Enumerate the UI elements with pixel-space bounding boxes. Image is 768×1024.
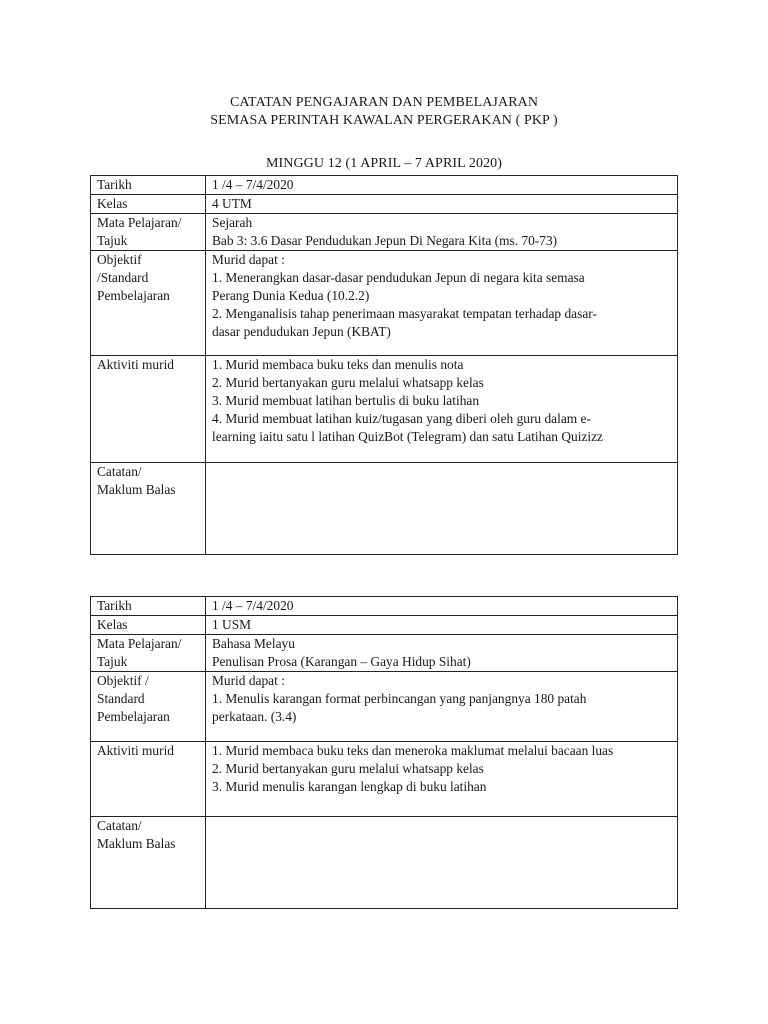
label-subject-line: Mata Pelajaran/: [97, 636, 182, 651]
label-activities: [91, 742, 206, 817]
value-objectives: [206, 672, 678, 742]
label-line: Objektif /: [97, 673, 149, 688]
week-heading: MINGGU 12 (1 APRIL – 7 APRIL 2020): [265, 156, 503, 171]
activity-line: learning iaitu satu l latihan QuizBot (Telegram) dan satu Latihan Quizizz: [212, 429, 603, 444]
row-kelas: [91, 616, 678, 635]
objective-line: dasar pendudukan Jepun (KBAT): [212, 324, 391, 339]
value-subject: [206, 635, 678, 672]
activity-line: 3. Murid menulis karangan lengkap di buku latihan: [212, 779, 487, 794]
value-notes: [206, 817, 678, 909]
objective-line: 1. Menulis karangan format perbincangan yang panjangnya 180 patah: [212, 691, 587, 706]
activity-line: 3. Murid membuat latihan bertulis di buku latihan: [212, 393, 480, 408]
label-line: Pembelajaran: [97, 709, 170, 724]
objectives-intro: Murid dapat :: [212, 252, 285, 267]
activity-line: 1. Murid membaca buku teks dan menulis nota: [212, 357, 464, 372]
lesson-table-2: [90, 596, 678, 909]
value-notes: [206, 463, 678, 555]
document-title: CATATAN PENGAJARAN DAN PEMBELAJARAN: [229, 95, 539, 110]
value-kelas: 1 USM: [206, 616, 678, 635]
label-line: Aktiviti murid: [97, 357, 174, 372]
label-line: Maklum Balas: [97, 482, 176, 497]
row-objectives: [91, 251, 678, 356]
activity-line: 2. Murid bertanyakan guru melalui whatsapp kelas: [212, 375, 484, 390]
row-tarikh: [91, 597, 678, 616]
row-notes: [91, 463, 678, 555]
label-notes: [91, 463, 206, 555]
row-activities: [91, 742, 678, 817]
label-line: Aktiviti murid: [97, 743, 174, 758]
label-line: Objektif: [97, 252, 142, 267]
activity-line: 2. Murid bertanyakan guru melalui whatsapp kelas: [212, 761, 484, 776]
label-topic-line: Tajuk: [97, 654, 128, 669]
label-subject: [91, 214, 206, 251]
label-topic-line: Tajuk: [97, 233, 128, 248]
value-activities: [206, 356, 678, 463]
value-subject: [206, 214, 678, 251]
label-subject: [91, 635, 206, 672]
row-notes: [91, 817, 678, 909]
row-activities: [91, 356, 678, 463]
row-tarikh: [91, 176, 678, 195]
value-kelas: 4 UTM: [206, 195, 678, 214]
objective-line: perkataan. (3.4): [212, 709, 297, 724]
row-objectives: [91, 672, 678, 742]
label-line: Catatan/: [97, 818, 142, 833]
label-tarikh: Tarikh: [91, 176, 206, 195]
label-line: Standard: [97, 691, 145, 706]
value-tarikh: 1 /4 – 7/4/2020: [206, 176, 678, 195]
label-kelas: Kelas: [91, 195, 206, 214]
row-subject: [91, 635, 678, 672]
objective-line: 2. Menganalisis tahap penerimaan masyarakat tempatan terhadap dasar-: [212, 306, 597, 321]
lesson-table-1: [90, 175, 678, 555]
label-tarikh: Tarikh: [91, 597, 206, 616]
label-line: Maklum Balas: [97, 836, 176, 851]
objective-line: Perang Dunia Kedua (10.2.2): [212, 288, 370, 303]
topic-name: Penulisan Prosa (Karangan – Gaya Hidup Sihat): [212, 654, 471, 669]
topic-name: Bab 3: 3.6 Dasar Pendudukan Jepun Di Negara Kita (ms. 70-73): [212, 233, 558, 248]
subject-name: Sejarah: [212, 215, 253, 230]
label-activities: [91, 356, 206, 463]
label-line: Pembelajaran: [97, 288, 170, 303]
row-subject: [91, 214, 678, 251]
label-objectives: [91, 672, 206, 742]
label-kelas: Kelas: [91, 616, 206, 635]
activity-line: 4. Murid membuat latihan kuiz/tugasan yang diberi oleh guru dalam e-: [212, 411, 591, 426]
label-subject-line: Mata Pelajaran/: [97, 215, 182, 230]
objective-line: 1. Menerangkan dasar-dasar pendudukan Jepun di negara kita semasa: [212, 270, 585, 285]
label-line: /Standard: [97, 270, 149, 285]
value-activities: [206, 742, 678, 817]
activity-line: 1. Murid membaca buku teks dan meneroka maklumat melalui bacaan luas: [212, 743, 614, 758]
subject-name: Bahasa Melayu: [212, 636, 295, 651]
document-subtitle: SEMASA PERINTAH KAWALAN PERGERAKAN ( PKP ): [210, 113, 558, 128]
value-objectives: [206, 251, 678, 356]
objectives-intro: Murid dapat :: [212, 673, 285, 688]
label-objectives: [91, 251, 206, 356]
row-kelas: [91, 195, 678, 214]
label-line: Catatan/: [97, 464, 142, 479]
label-notes: [91, 817, 206, 909]
value-tarikh: 1 /4 – 7/4/2020: [206, 597, 678, 616]
